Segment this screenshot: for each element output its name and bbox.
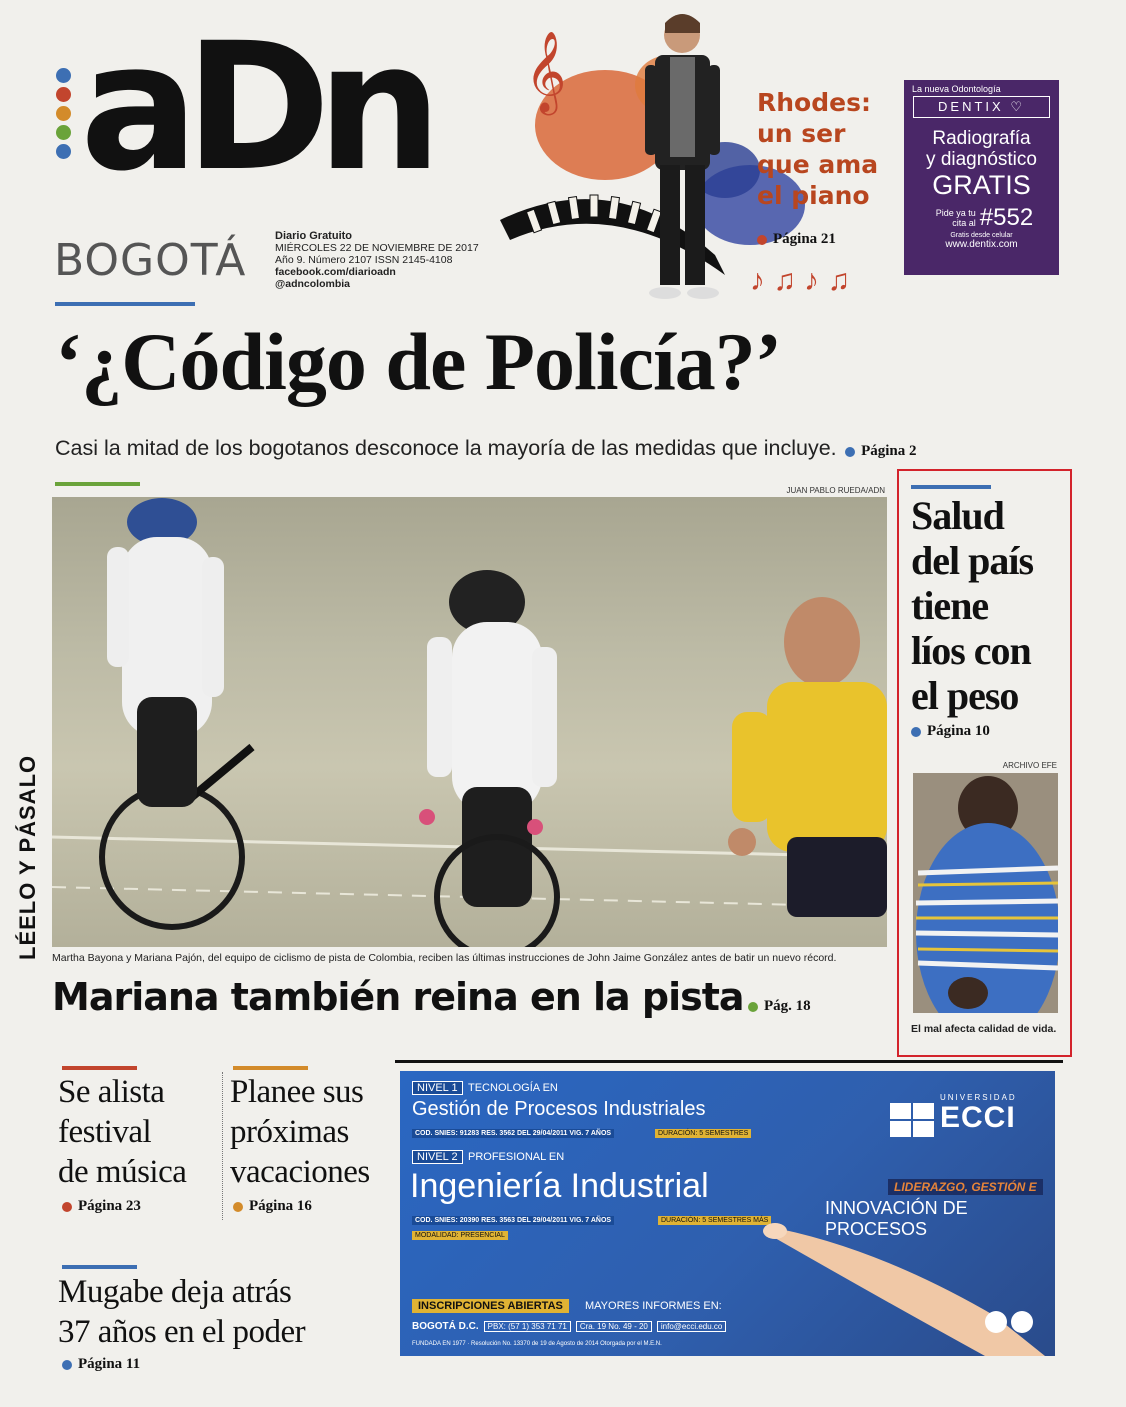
ecci-ad-panel xyxy=(400,1071,1055,1356)
ecci-ad[interactable] xyxy=(395,1060,1063,1363)
brief-1-line1: Se alista xyxy=(58,1074,165,1110)
photo-caption: Martha Bayona y Mariana Pajón, del equipo de ciclismo de pista de Colombia, reciben las últimas instrucciones de John Jaime González antes de batir un nuevo récord. xyxy=(52,952,837,964)
svg-text:𝄞: 𝄞 xyxy=(525,30,567,112)
photo-credit: JUAN PABLO RUEDA/ADN xyxy=(786,486,885,495)
masthead-info-date: MIÉRCOLES 22 DE NOVIEMBRE DE 2017 xyxy=(275,242,479,254)
brief-1-page-label: Página 23 xyxy=(78,1198,141,1214)
masthead-info-tagline: Diario Gratuito xyxy=(275,230,353,242)
brief-2[interactable] xyxy=(230,1072,390,1192)
tooth-icon: ♡ xyxy=(1010,99,1025,114)
masthead-dot-4 xyxy=(56,125,71,140)
ecci-mayores: MAYORES INFORMES EN: xyxy=(585,1300,722,1312)
ecci-nivel1-title: Gestión de Procesos Industriales xyxy=(412,1098,706,1120)
rhodes-page-dot xyxy=(757,235,767,245)
masthead-dots xyxy=(56,68,74,163)
sidebar-story-rule xyxy=(911,485,991,489)
dentix-ad[interactable] xyxy=(904,80,1059,275)
ecci-logo-cell-4 xyxy=(913,1121,934,1137)
ecci-nivel2-dur: DURACIÓN: 5 SEMESTRES MÁS xyxy=(658,1216,771,1225)
dentix-ad-top: La nueva Odontología xyxy=(912,84,1001,94)
sidebar-headline-line1: Salud xyxy=(911,493,1004,538)
ecci-nivel1-dur: DURACIÓN: 5 SEMESTRES xyxy=(655,1129,751,1138)
ecci-logo-cell-1 xyxy=(890,1103,911,1119)
sidebar-photo-scene xyxy=(913,773,1058,1013)
dentix-ad-brand-text: DENTIX xyxy=(938,99,1004,114)
brief-1[interactable] xyxy=(58,1072,218,1192)
brief-2-page-label: Página 16 xyxy=(249,1198,312,1214)
ecci-nivel2-type: PROFESIONAL EN xyxy=(468,1151,565,1163)
photo-headline-row xyxy=(52,975,892,1019)
brief-2-line3: vacaciones xyxy=(230,1154,370,1190)
rhodes-headline xyxy=(757,87,897,211)
brief-3-page-label: Página 11 xyxy=(78,1356,141,1372)
brief-3-line1: Mugabe deja atrás xyxy=(58,1274,292,1310)
dentix-ad-number: #552 xyxy=(979,204,1034,231)
sidebar-headline-line4: líos con xyxy=(911,628,1031,673)
dentix-ad-line1: Radiografía xyxy=(932,128,1031,149)
photo-page-ref[interactable] xyxy=(748,998,811,1014)
rhodes-page-ref[interactable] xyxy=(757,231,836,248)
dentix-ad-url[interactable]: www.dentix.com xyxy=(945,239,1018,250)
sidebar-headline-line2: del país xyxy=(911,538,1034,583)
sidebar-headline xyxy=(911,493,1071,718)
ecci-logo-cell-2 xyxy=(913,1103,934,1119)
masthead-dot-2 xyxy=(56,87,71,102)
cycling-photo-scene xyxy=(52,497,887,947)
brief-2-line1: Planee sus xyxy=(230,1074,364,1110)
rhodes-headline-line4: el piano xyxy=(757,181,870,210)
brief-divider xyxy=(222,1072,223,1220)
ecci-footer: FUNDADA EN 1977 · Resolución No. 13370 de 19 de Agosto de 2014 Otorgada por el M.E.N. xyxy=(412,1341,662,1347)
ecci-city: BOGOTÁ D.C. xyxy=(412,1321,479,1332)
rhodes-headline-line3: que ama xyxy=(757,150,879,179)
dentix-ad-line2: y diagnóstico xyxy=(926,149,1037,170)
ecci-email[interactable]: info@ecci.edu.co xyxy=(657,1321,727,1332)
ecci-logo-block xyxy=(890,1103,934,1137)
brief-1-line2: festival xyxy=(58,1114,152,1150)
ecci-university-small: UNIVERSIDAD xyxy=(940,1093,1017,1102)
dentix-ad-small: Gratis desde celular xyxy=(950,232,1013,239)
rhodes-teaser[interactable] xyxy=(495,5,895,305)
brief-3-rule xyxy=(62,1265,137,1269)
ecci-university: ECCI xyxy=(940,1101,1016,1134)
sidebar-story[interactable] xyxy=(897,469,1072,1057)
main-dek-row xyxy=(55,436,1055,461)
brief-1-page-ref[interactable] xyxy=(62,1198,141,1215)
ecci-nivel1-badge: NIVEL 1 xyxy=(412,1081,463,1095)
adn-logo: aDn xyxy=(80,5,429,210)
brief-3-page-dot xyxy=(62,1360,72,1370)
ecci-inscripciones: INSCRIPCIONES ABIERTAS xyxy=(412,1299,569,1313)
ecci-nivel2-info: COD. SNIES: 20390 RES. 3563 DEL 29/04/2011 VIG. 7 AÑOS xyxy=(412,1216,614,1225)
main-page-ref[interactable] xyxy=(845,443,916,459)
sidebar-page-ref[interactable] xyxy=(911,723,990,740)
rhodes-headline-line2: un ser xyxy=(757,119,846,148)
sidebar-caption: El mal afecta calidad de vida. xyxy=(911,1023,1057,1035)
sidebar-page-label: Página 10 xyxy=(927,723,990,739)
main-headline[interactable]: ‘¿Código de Policía?’ xyxy=(55,316,782,407)
certification-badge-icon xyxy=(985,1311,1007,1333)
masthead-info-issue: Año 9. Número 2107 ISSN 2145-4108 xyxy=(275,254,453,266)
rhodes-headline-line1: Rhodes: xyxy=(757,88,871,117)
ecci-certification-icons xyxy=(985,1311,1033,1333)
brief-1-rule xyxy=(62,1066,137,1070)
masthead-info xyxy=(275,230,515,290)
brief-2-line2: próximas xyxy=(230,1114,349,1150)
ecci-pbx[interactable]: PBX: (57 1) 353 71 71 xyxy=(484,1321,571,1332)
pointing-hand-icon xyxy=(755,1206,1055,1356)
ecci-nivel1-info: COD. SNIES: 91283 RES. 3562 DEL 29/04/2011 VIG. 7 AÑOS xyxy=(412,1129,614,1138)
ecci-slogan1: LIDERAZGO, GESTIÓN E xyxy=(888,1179,1043,1195)
ecci-contact-row xyxy=(412,1321,832,1332)
ecci-logo-cell-3 xyxy=(890,1121,911,1137)
photo-story-rule xyxy=(55,482,140,486)
section-label-vertical: LÉELO Y PÁSALO xyxy=(15,754,40,960)
ecci-nivel2-badge: NIVEL 2 xyxy=(412,1150,463,1164)
photo-page-label: Pág. 18 xyxy=(764,998,811,1014)
main-story-rule xyxy=(55,302,195,306)
sidebar-headline-line5: el peso xyxy=(911,673,1019,718)
main-page-label: Página 2 xyxy=(861,443,917,459)
sidebar-page-dot xyxy=(911,727,921,737)
dentix-ad-line3: GRATIS xyxy=(932,170,1031,200)
ecci-nivel2-title: Ingeniería Industrial xyxy=(410,1167,709,1205)
ecci-slogan2: INNOVACIÓN DE PROCESOS xyxy=(825,1198,968,1239)
main-page-dot xyxy=(845,447,855,457)
main-dek: Casi la mitad de los bogotanos desconoce la mayoría de las medidas que incluye. xyxy=(55,436,837,460)
dentix-ad-brand xyxy=(913,96,1050,118)
svg-text:♪ ♫ ♪ ♫: ♪ ♫ ♪ ♫ xyxy=(750,264,851,297)
sidebar-headline-line3: tiene xyxy=(911,583,989,628)
masthead-dot-1 xyxy=(56,68,71,83)
brief-2-page-ref[interactable] xyxy=(233,1198,312,1215)
brief-1-page-dot xyxy=(62,1202,72,1212)
masthead-info-twitter[interactable]: @adncolombia xyxy=(275,278,350,290)
masthead-info-facebook[interactable]: facebook.com/diarioadn xyxy=(275,266,396,278)
dentix-ad-cta: Pide ya tu cita al xyxy=(935,208,976,228)
brief-3[interactable] xyxy=(58,1272,388,1352)
masthead-dot-3 xyxy=(56,106,71,121)
brief-1-line3: de música xyxy=(58,1154,187,1190)
iqnet-badge-icon xyxy=(1011,1311,1033,1333)
ecci-nivel1-type: TECNOLOGÍA EN xyxy=(468,1082,558,1094)
cycling-photo xyxy=(52,497,887,947)
masthead xyxy=(50,5,510,310)
brief-2-rule xyxy=(233,1066,308,1070)
sidebar-photo-credit: ARCHIVO EFE xyxy=(1002,761,1057,770)
dentix-ad-cta-row xyxy=(904,204,1059,232)
brief-3-page-ref[interactable] xyxy=(62,1356,140,1373)
brief-3-line2: 37 años en el poder xyxy=(58,1314,306,1350)
rhodes-page-label: Página 21 xyxy=(773,231,836,247)
brief-2-page-dot xyxy=(233,1202,243,1212)
photo-page-dot xyxy=(748,1002,758,1012)
photo-headline[interactable]: Mariana también reina en la pista xyxy=(52,975,744,1019)
masthead-dot-5 xyxy=(56,144,71,159)
city-name: BOGOTÁ xyxy=(54,235,247,286)
ecci-address: Cra. 19 No. 49 - 20 xyxy=(576,1321,652,1332)
sidebar-photo xyxy=(913,773,1058,1013)
ecci-modalidad: MODALIDAD: PRESENCIAL xyxy=(412,1231,508,1240)
